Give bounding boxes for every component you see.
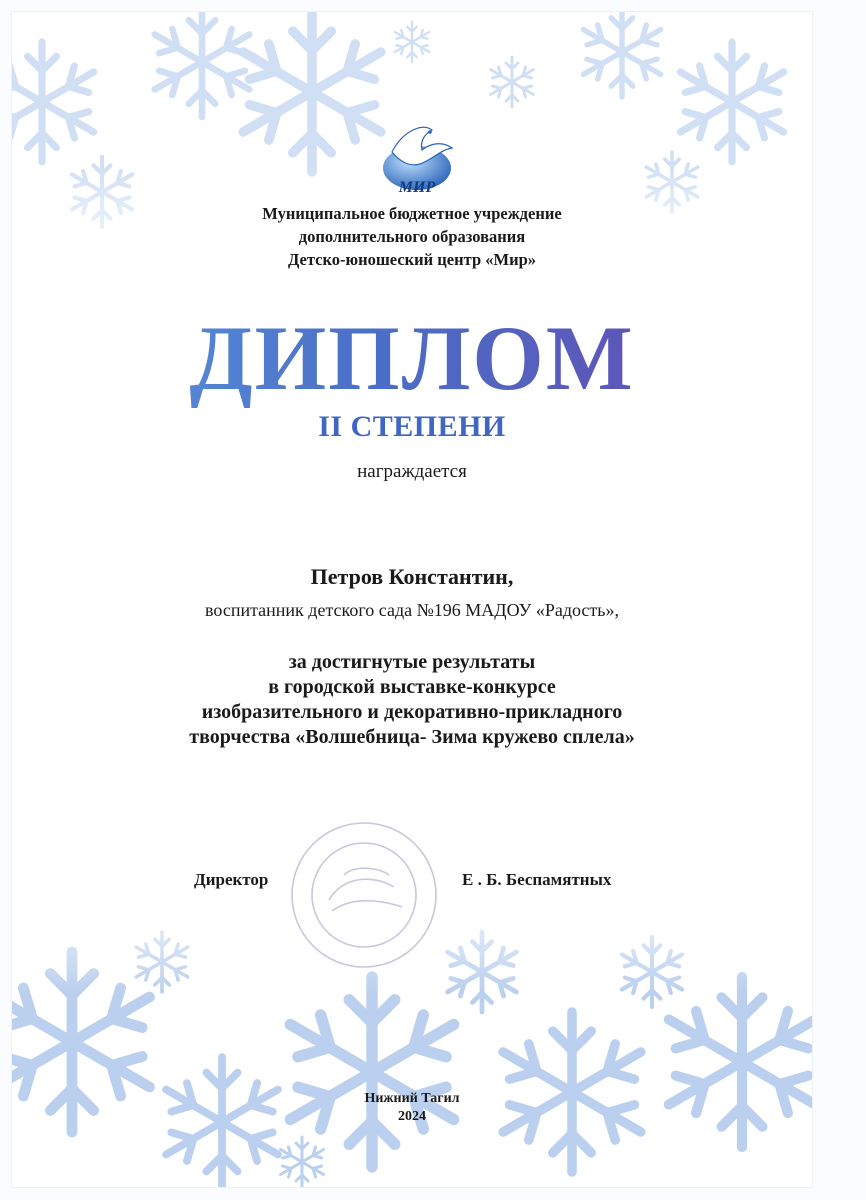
diploma-title: ДИПЛОМ <box>12 308 812 408</box>
footer-year: 2024 <box>398 1109 426 1124</box>
diploma-sheet <box>12 12 812 1187</box>
reason-line-1: за достигнутые результаты <box>288 651 536 673</box>
award-reason <box>12 650 812 750</box>
signature-name: Е . Б. Беспамятных <box>462 870 612 889</box>
org-line-1: Муниципальное бюджетное учреждение <box>262 204 562 223</box>
organization-name <box>12 202 812 271</box>
logo-text: МИР <box>398 179 436 196</box>
signature-role: Директор <box>194 870 269 889</box>
round-seal-icon <box>284 815 444 975</box>
reason-line-4: творчества «Волшебница- Зима кружево сплела» <box>189 726 635 748</box>
diploma-degree: II СТЕПЕНИ <box>318 410 506 443</box>
org-line-3: Детско-юношеский центр «Мир» <box>287 250 537 269</box>
recipient-affiliation: воспитанник детского сада №196 МАДОУ «Радость», <box>205 600 619 620</box>
footer <box>12 1090 812 1126</box>
org-line-2: дополнительного образования <box>298 227 526 246</box>
footer-city: Нижний Тагил <box>364 1091 460 1106</box>
dove-globe-logo <box>372 112 462 202</box>
recipient-name: Петров Константин, <box>310 564 514 589</box>
reason-line-3: изобразительного и декоративно-прикладного <box>201 701 623 723</box>
awarded-text: награждается <box>357 461 467 482</box>
reason-line-2: в городской выставке-конкурсе <box>268 676 556 698</box>
